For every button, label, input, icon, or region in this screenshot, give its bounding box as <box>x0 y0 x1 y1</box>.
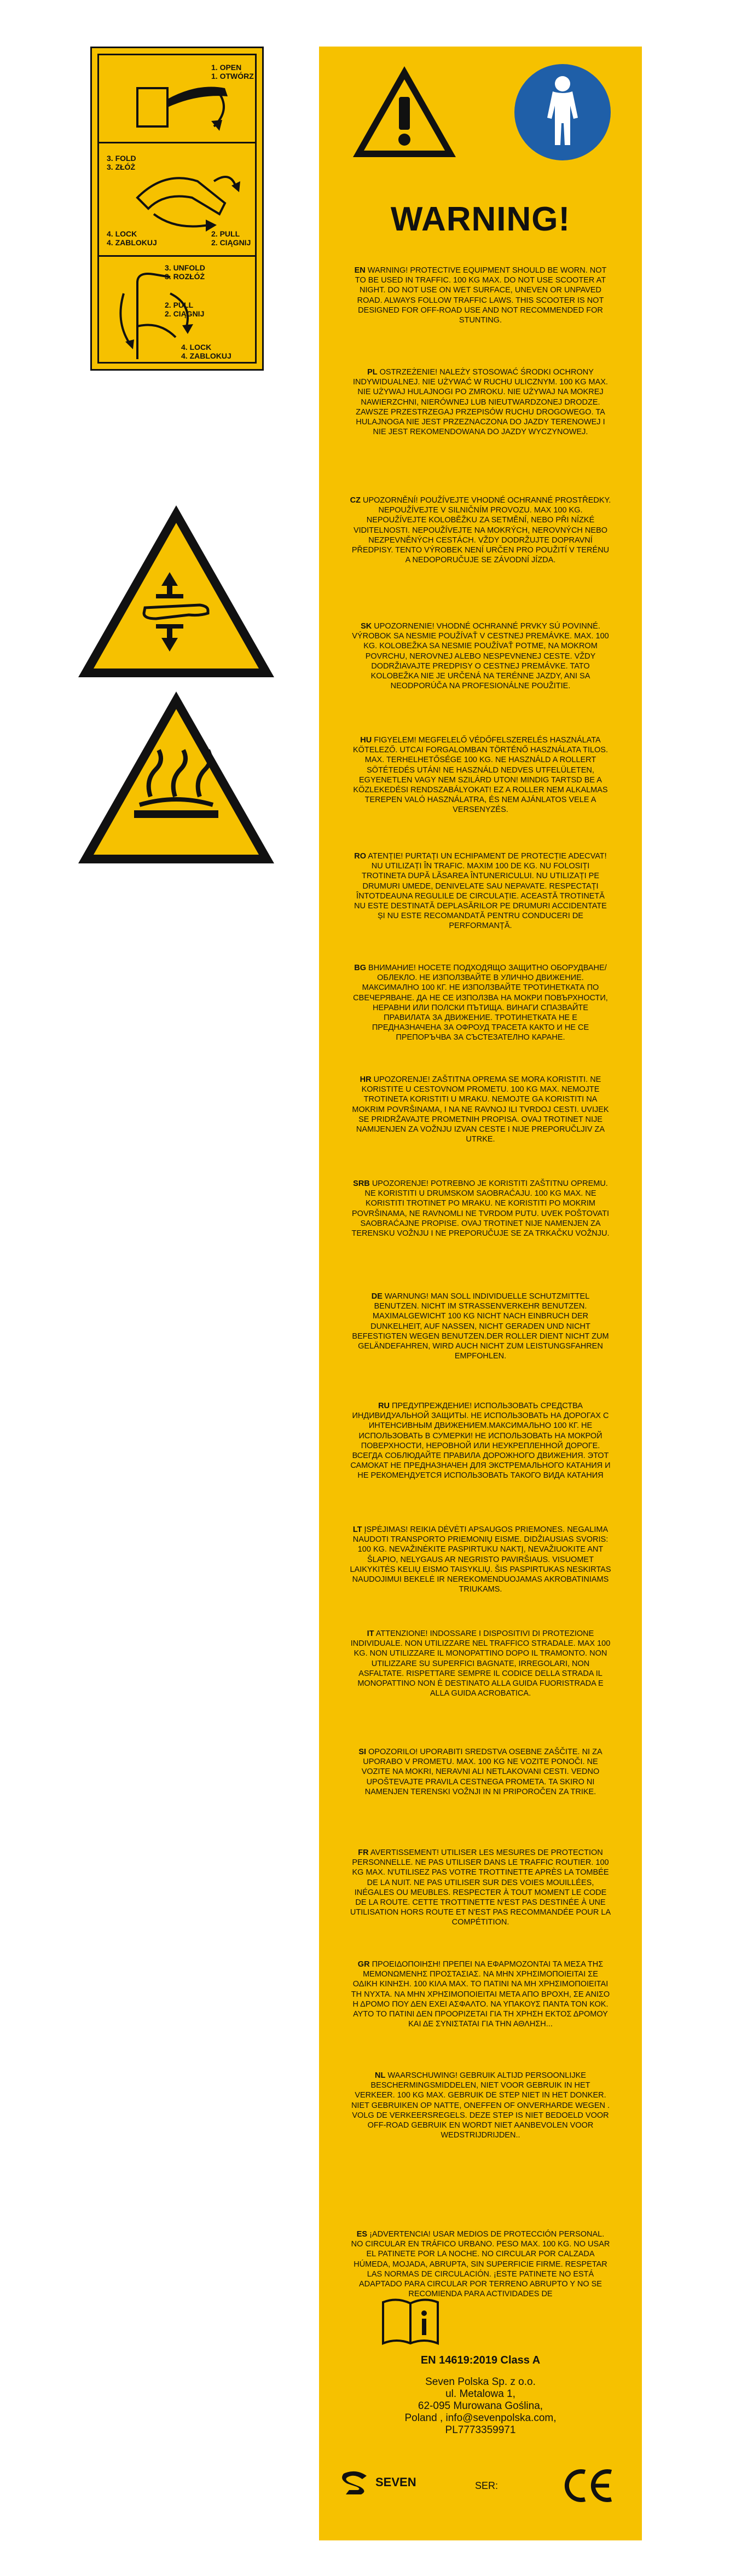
warning-text-es <box>350 2229 611 2299</box>
address-line: ul. Metalowa 1, <box>445 2388 515 2400</box>
step-pull-pl: 2. CIĄGNIJ <box>211 238 251 247</box>
warning-text: WARNUNG! MAN SOLL INDIVIDUELLE SCHUTZMITTEL BENUTZEN. NICHT IM STRASSENVERKEHR BENUTZEN. MAXIMALGEWICHT 100 KG NICHT NACH EINBRUCH DER DUNKELHEIT, AUF NASSEN, NICHT GERADEN UND NICHT BEFESTIGTEN WEGEN BENUTZEN.DER ROLLER DIENT NICHT ZUM GELÄNDEFAHREN, WIRD AUCH NICHT ZUM LEISTUNGSFAHREN EMPFOHLEN. <box>352 1292 609 1361</box>
warning-text-fr <box>350 1848 611 1928</box>
warning-text: ĮSPĖJIMAS! REIKIA DĖVĖTI APSAUGOS PRIEMONES. NEGALIMA NAUDOTI TRANSPORTO PRIEMONIŲ EISME. DIDŽIAUSIAS SVORIS: 100 KG. NEVAŽINĖKITE PASPIRTUKU NAKTĮ, NEVAŽIUOKITE ANT ŠLAPIO, NELYGAUS AR NEGRISTO PAVIRŠIAUS. VISUOMET LAIKYKITĖS KELIŲ EISMO TAISYKLIŲ. ŠIS PASPIRTUKAS NESKIRTAS NAUDOJIMUI BEKELĖ IR NEREKOMENDUOJAMAS AKROBATINIAMS TRIUKAMS. <box>350 1525 611 1594</box>
seven-logo-icon <box>339 2470 372 2494</box>
manufacturer-address <box>319 2376 642 2436</box>
warning-text: OPOZORILO! UPORABITI SREDSTVA OSEBNE ZAŠČITE. NI ZA UPORABO V PROMETU. MAX. 100 KG NE VOZITE PONOČI. NE VOZITE NA MOKRI, NERAVNI ALI NETLAKOVANI CESTI. VEDNO UPOŠTEVAJTE PRAVILA CESTNEGA PROMETA. TA SKIRO NI NAMENJEN TERENSKI VOŽNJI IN NI PRIPOROČEN ZA TRIKE. <box>361 1748 602 1796</box>
warning-text: FIGYELEM! MEGFELELŐ VÉDŐFELSZERELÉS HASZNÁLATA KÖTELEZŐ. UTCAI FORGALOMBAN TÖRTÉNŐ HASZNÁLATA TILOS. MAX. TERHELHETŐSÉGE 100 KG. NE HASZNÁLD A ROLLERT SÖTÉTEDÉS UTÁN! NE HASZNÁLD NEDVES UTFELÜLETEN, EGYENETLEN VAGY NEM SZILÁRD UTON! MINDIG TARTSD BE A KÖZLEKEDÉSI RENDSZABÁLYOKAT! EZ A ROLLER NEM ALKALMAS TEREPEN VALÓ HASZNÁLATRA, ÉS NEM AJÁNLATOS VELE A VERSENYZÉS. <box>353 736 608 815</box>
warning-label <box>319 47 642 2540</box>
lang-code: EN <box>354 266 366 275</box>
lang-code: GR <box>357 1960 370 1969</box>
warning-exclamation-icon <box>350 63 459 162</box>
lang-code: HR <box>360 1075 372 1084</box>
warning-text-hr <box>350 1075 611 1144</box>
warning-text-ru <box>350 1401 611 1481</box>
serial-label: SER: <box>475 2480 499 2491</box>
warning-text: WARNING! PROTECTIVE EQUIPMENT SHOULD BE WORN. NOT TO BE USED IN TRAFFIC. 100 KG MAX. DO NOT USE SCOOTER AT NIGHT. DO NOT USE ON WET SURFACE, UNEVEN OR UNPAVED ROAD. ALWAYS FOLLOW TRAFFIC LAWS. THIS SCOOTER IS NOT DESIGNED FOR OFF-ROAD USE AND NOT RECOMMENDED FOR STUNTING. <box>355 266 607 325</box>
warning-text: UPOZORNĚNÍ! POUŽÍVEJTE VHODNÉ OCHRANNÉ PROSTŘEDKY. NEPOUŽÍVEJTE V SILNIČNÍM PROVOZU. MAX 100 KG. NEPOUŽÍVEJTE KOLOBĚŽKU ZA SETMĚNÍ, NEBO PŘI NÍZKÉ VIDITELNOSTI. NEPOUŽÍVEJTE NA MOKRÝCH, NEROVNÝCH NEBO NEZPEVNĚNÝCH CESTÁCH. VŽDY DODRŽUJTE DOPRAVNÍ PŘEDPISY. TENTO VÝROBEK NENÍ URČEN PRO POUŽITÍ V TERÉNU A NEDOPORUČUJE SE ZÁVODNÍ JÍZDA. <box>351 496 611 565</box>
hot-surface-icon <box>74 687 279 868</box>
step-pull2-pl: 2. CIĄGNIJ <box>165 309 205 318</box>
warning-text-en <box>350 266 611 325</box>
seven-logo <box>339 2470 416 2494</box>
norm-standard: EN 14619:2019 Class A <box>420 2354 541 2366</box>
warning-text: OSTRZEŻENIE! NALEŻY STOSOWAĆ ŚRODKI OCHRONY INDYWIDUALNEJ. NIE UŻYWAĆ W RUCHU ULICZNYM. 100 KG MAX. NIE UŻYWAJ HULAJNOGI PO ZMROKU. NIE UŻYWAJ NA MOKREJ NAWIERZCHNI, NIERÓWNEJ LUB NIEUTWARDZONEJ DRODZE. ZAWSZE PRZESTRZEGAJ PRZEPISÓW RUCHU DROGOWEGO. TA HULAJNOGA NIE JEST PRZEZNACZONA DO JAZDY TERENOWEJ I NIE JEST REKOMENDOWANA DO JAZDY WYCZYNOWEJ. <box>353 368 608 437</box>
lang-code: IT <box>367 1629 374 1638</box>
warning-text-pl <box>350 367 611 437</box>
address-line: Seven Polska Sp. z o.o. <box>425 2376 536 2388</box>
lang-code: ES <box>356 2230 368 2239</box>
step-lock2-pl: 4. ZABLOKUJ <box>181 351 231 360</box>
step-pull-en: 2. PULL <box>211 229 240 238</box>
lang-code: PL <box>367 368 378 377</box>
lang-code: HU <box>360 736 372 745</box>
lang-code: SI <box>358 1748 367 1756</box>
warning-text-de <box>350 1292 611 1361</box>
divider <box>99 255 255 257</box>
warning-text-hu <box>350 735 611 815</box>
lang-code: BG <box>354 964 367 972</box>
warning-text: ATTENZIONE! INDOSSARE I DISPOSITIVI DI PROTEZIONE INDIVIDUALE. NON UTILIZZARE NEL TRAFFICO STRADALE. MAX 100 KG. NON UTILIZZARE IL MONOPATTINO DOPO IL TRAMONTO. NON UTILIZZARE SU SUPERFICI BAGNATE, IRREGOLARI, NON ASFALTATE. RISPETTARE SEMPRE IL CODICE DELLA STRADA IL MONOPATTINO NON È DESTINATO ALLA GUIDA FUORISTRADA E ALLA GUIDA ACROBATICA. <box>350 1629 611 1698</box>
lang-code: LT <box>352 1525 362 1534</box>
warning-text-ro <box>350 851 611 931</box>
step-fold-en: 3. FOLD <box>107 154 136 163</box>
warning-text: ATENȚIE! PURTAȚI UN ECHIPAMENT DE PROTECȚIE ADECVAT! NU UTILIZAȚI ÎN TRAFIC. MAXIM 100 DE KG. NU FOLOSIȚI TROTINETA DUPĂ LĂSAREA ÎNTUNERICULUI. NU UTILIZAȚI PE DRUMURI UMEDE, DENIVELATE SAU NEPAVATE. RESPECTAȚI ÎNTOTDEAUNA REGULILE DE CIRCULAȚIE. ACEASTĂ TROTINETĂ NU ESTE DESTINATĂ DEPLASĂRILOR PE DRUMURI ACCIDENTATE ȘI NU ESTE RECOMANDATĂ PENTRU CONDUCERI DE PERFORMANȚĂ. <box>354 852 607 931</box>
step-unfold-en: 3. UNFOLD <box>165 263 205 272</box>
warning-text: ПРЕДУПРЕЖДЕНИЕ! ИСПОЛЬЗОВАТЬ СРЕДСТВА ИНДИВИДУАЛЬНОЙ ЗАЩИТЫ. НЕ ИСПОЛЬЗОВАТЬ НА ДОРОГАХ С ИНТЕНСИВНЫМ ДВИЖЕНИЕМ.МАКСИМАЛЬНО 100 КГ. НЕ ИСПОЛЬЗОВАТЬ В СУМЕРКИ! НЕ ИСПОЛЬЗОВАТЬ НА МОКРОЙ ПОВЕРХНОСТИ, НЕРОВНОЙ ИЛИ НЕУКРЕПЛЕННОЙ ДОРОГЕ. ВСЕГДА СОБЛЮДАЙТЕ ПРАВИЛА ДОРОЖНОГО ДВИЖЕНИЯ. ЭТОТ САМОКАТ НЕ ПРЕДНАЗНАЧЕН ДЛЯ ЭКСТРЕМАЛЬНОГО КАТАНИЯ И НЕ РЕКОМЕНДУЕТСЯ ИСПОЛЬЗОВАТЬ ТАКОГО ВИДА КАТАНИЯ <box>350 1402 611 1480</box>
warning-text-si <box>350 1747 611 1797</box>
warning-text-srb <box>350 1179 611 1238</box>
warning-text: AVERTISSEMENT! UTILISER LES MESURES DE PROTECTION PERSONNELLE. NE PAS UTILISER DANS LE TRAFFIC ROUTIER. 100 KG MAX. N'UTILISEZ PAS VOTRE TROTTINETTE APRÈS LA TOMBÉE DE LA NUIT. NE PAS UTILISER SUR DES VOIES MOUILLÉES, INÉGALES OU MEUBLES. RESPECTER À TOUT MOMENT LE CODE DE LA ROUTE. CETTE TROTTINETTE N'EST PAS DESTINÉE À UNE UTILISATION HORS ROUTE ET N'EST PAS RECOMMANDÉE POUR LA COMPÉTITION. <box>350 1848 611 1927</box>
warning-text: UPOZORNENIE! VHODNÉ OCHRANNÉ PRVKY SÚ POVINNÉ. VÝROBOK SA NESMIE POUŽÍVAŤ V CESTNEJ PREMÁVKE. MAX. 100 KG. KOLOBEŽKA SA NESMIE POUŽÍVAŤ POTME, NA MOKROM POVRCHU, NEROVNEJ ALEBO NESPEVNENEJ CESTE. VŽDY DODRŽIAVAJTE PREDPISY O CESTNEJ PREMÁVKE. TATO KOLOBEŽKA NIE JE URČENÁ NA TERÉNNE JAZDY, ANI SA NEODPORÚČA NA PROFESIONÁLNE POUŽITIE. <box>352 622 609 691</box>
read-manual-icon <box>380 2297 441 2346</box>
warning-title: WARNING! <box>390 200 571 238</box>
step-lock-en: 4. LOCK <box>107 229 137 238</box>
fold-instructions-panel <box>90 47 264 371</box>
warning-text-lt <box>350 1525 611 1594</box>
ce-mark-icon <box>561 2466 616 2505</box>
step-fold-pl: 3. ZŁÓŻ <box>107 163 136 171</box>
step-open-en: 1. OPEN <box>211 63 242 72</box>
warning-text: ВНИМАНИЕ! НОСЕТЕ ПОДХОДЯЩО ЗАЩИТНО ОБОРУДВАНЕ/ОБЛЕКЛО. НЕ ИЗПОЛЗВАЙТЕ В УЛИЧНО ДВИЖЕНИЕ. МАКСИМАЛНО 100 КГ. НЕ ИЗПОЛЗВАЙТЕ ТРОТИНЕТКАТА ПО СВЕЧЕРЯВАНЕ. ДА НЕ СЕ ИЗПОЛЗВА НА МОКРИ ПОВЪРХНОСТИ, НЕРАВНИ ИЛИ ПОЛСКИ ПЪТИЩА. ВИНАГИ СПАЗВАЙТЕ ПРАВИЛАТА ЗА ДВИЖЕНИЕ. ТРОТИНЕТКАТА НЕ Е ПРЕДНАЗНАЧЕНА ЗА ОФРОУД ТРАСЕТА КАКТО И НЕ СЕ ПРЕПОРЪЧВА ЗА СЪСТЕЗАТЕЛНО КАРАНЕ. <box>353 964 608 1042</box>
lang-code: CZ <box>350 496 361 505</box>
address-line: 62-095 Murowana Goślina, <box>418 2400 543 2412</box>
warning-text: ΠΡΟΕΙΔΟΠΟΙΗΣΗ! ΠΡΕΠΕΙ ΝΑ ΕΦΑΡΜΟΖΟΝΤΑΙ ΤΑ ΜΕΣΑ ΤΗΣ ΜΕΜΟΝΩΜΕΝΗΣ ΠΡΟΣΤΑΣΙΑΣ. ΝΑ ΜΗΝ ΧΡΗΣΙΜΟΠΟΙΕΙΤΑΙ ΣΕ ΟΔΙΚΗ ΚΙΝΗΣΗ. 100 ΚΙΛΑ MAX. ΤΟ ΠΑΤΙΝΙ ΝΑ ΜΗ ΧΡΗΣΙΜΟΠΟΙΕΙΤΑΙ ΤΗ ΝΥΧΤΑ. ΝΑ ΜΗΝ ΧΡΗΣΙΜΟΠΟΙΕΙΤΑΙ ΜΕΤΑ ΑΠΟ ΒΡΟΧΗ, ΣΕ ΑΝΙΣΟ Η ΔΡΟΜΟ ΠΟΥ ΔΕΝ ΕΧΕΙ ΑΣΦΑΛΤΟ. ΝΑ ΥΠΑΚΟΥΣ ΠΑΝΤΑ ΤΟΝ ΚΟΚ. ΑΥΤΟ ΤΟ ΠΑΤΙΝΙ ΔΕΝ ΠΡΟΟΡΙΖΕΤΑΙ ΓΙΑ ΤΗ ΧΡΗΣΗ ΕΚΤΟΣ ΔΡΟΜΟΥ ΚΑΙ ΔΕ ΣΥΝΙΣΤΑΤΑΙ ΓΙΑ ΤΗΝ ΑΘΛΗΣΗ... <box>351 1960 610 2029</box>
step-open-pl: 1. OTWÓRZ <box>211 72 254 80</box>
step-unfold-pl: 3. ROZŁÓŻ <box>165 272 205 281</box>
protective-equipment-icon <box>513 63 612 162</box>
lang-code: SRB <box>353 1179 370 1188</box>
step-pull2-en: 2. PULL <box>165 301 194 309</box>
lang-code: DE <box>371 1292 383 1301</box>
lang-code: RU <box>378 1402 390 1410</box>
warning-text: ¡ADVERTENCIA! USAR MEDIOS DE PROTECCIÓN PERSONAL. NO CIRCULAR EN TRÁFICO URBANO. PESO MAX. 100 KG. NO USAR EL PATINETE POR LA NOCHE. NO CIRCULAR POR CALZADA HÚMEDA, MOJADA, ABRUPTA, SIN SUPERFICIE FIRME. RESPETAR LAS NORMAS DE CIRCULACIÓN. ¡ESTE PATINETE NO ESTÁ ADAPTADO PARA CIRCULAR POR TERRENO ABRUPTO Y NO SE RECOMIENDA PARA ACTIVIDADES DE <box>351 2230 610 2299</box>
lang-code: NL <box>375 2071 386 2080</box>
warning-text: WAARSCHUWING! GEBRUIK ALTIJD PERSOONLIJKE BESCHERMINGSMIDDELEN, NIET VOOR GEBRUIK IN HET VERKEER. 100 KG MAX. GEBRUIK DE STEP NIET IN HET DONKER. NIET GEBRUIKEN OP NATTE, ONEFFEN OF ONVERHARDE WEGEN . VOLG DE VERKEERSREGELS. DEZE STEP IS NIET BEDOELD VOOR OFF-ROAD GEBRUIK EN WORDT NIET AANBEVOLEN VOOR WEDSTRIJDRIJDEN.. <box>351 2071 610 2140</box>
divider <box>99 142 255 143</box>
address-line: Poland , info@sevenpolska.com, <box>404 2412 557 2424</box>
step-lock2-en: 4. LOCK <box>181 343 212 351</box>
fold-instructions-frame <box>97 54 257 364</box>
lang-code: FR <box>358 1848 369 1857</box>
hand-crush-icon <box>74 501 279 682</box>
address-line: PL7773359971 <box>445 2424 516 2436</box>
warning-text-gr <box>350 1960 611 2029</box>
brand-name: SEVEN <box>375 2475 416 2489</box>
warning-text: UPOZORENJE! POTREBNO JE KORISTITI ZAŠTITNU OPREMU. NE KORISTITI U DRUMSKOM SAOBRAĆAJU. 100 KG MAX. NE KORISTITI TROTINET PO MRAKU. NE KORISTITI PO MOKRIM POVRŠINAMA, NE RAVNOMLI NE TVRDOM PUTU. UVEK POŠTOVATI SAOBRAĆAJNE PROPISE. OVAJ TROTINET NIJE NAMENJEN ZA TERENSKU VOŽNJU I NE PREPORUČUJE SE ZA TRKAČKU VOŽNJU. <box>351 1179 610 1238</box>
lang-code: SK <box>361 622 372 631</box>
warning-text: UPOZORENJE! ZAŠTITNA OPREMA SE MORA KORISTITI. NE KORISTITE U CESTOVNOM PROMETU. 100 KG MAX. NEMOJTE TROTINETA KORISTITI U MRAKU. NEMOJTE GA KORISTITI NA MOKRIM POVRŠINAMA, I NA NE RAVNOJ ILI TVRDOJ CESTI. UVIJEK SE PRIDRŽAVAJTE PROMETNIH PROPISA. OVAJ TROTINET NIJE NAMIJENJEN ZA VOŽNJU IZVAN CESTE I NIJE PREPORUČLJIV ZA UTRKE. <box>352 1075 609 1144</box>
warning-text-bg <box>350 963 611 1043</box>
warning-text-cz <box>350 495 611 565</box>
warning-text-it <box>350 1629 611 1698</box>
lang-code: RO <box>354 852 367 861</box>
step-lock-pl: 4. ZABLOKUJ <box>107 238 157 247</box>
warning-text-sk <box>350 621 611 691</box>
warning-text-nl <box>350 2071 611 2140</box>
